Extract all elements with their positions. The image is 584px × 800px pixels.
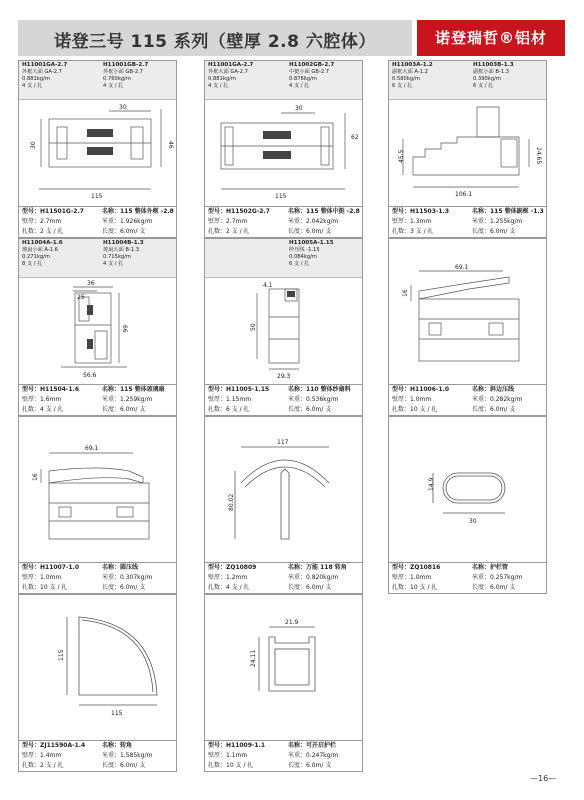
product-card: [204, 238, 363, 416]
sub-code: H11005A-1.15: [289, 240, 334, 246]
sub-bundle: 4 支 / 扎: [289, 83, 310, 89]
meter-weight: 米重：1.255kg/m: [472, 218, 523, 225]
model-number: 型号：H11501G-2.7: [22, 208, 84, 215]
spec-table: [19, 384, 176, 415]
length: 长度：6.0m/ 支: [472, 228, 516, 235]
dim-label: 24.11: [250, 649, 257, 667]
sub-profile-info: [205, 61, 362, 100]
meter-weight: 米重：0.307kg/m: [102, 574, 153, 581]
product-name: 名称：护栏管: [472, 564, 509, 571]
wall-thickness: 壁厚：1.3mm: [392, 218, 432, 225]
wall-thickness: 壁厚：1.1mm: [208, 752, 248, 759]
sub-name: 外框小面 GB-2.7: [103, 69, 144, 75]
product-card: [18, 594, 177, 772]
spec-table: [205, 562, 362, 593]
meter-weight: 米重：0.257kg/m: [472, 574, 523, 581]
sub-bundle: 4 支 / 扎: [208, 83, 229, 89]
spec-table: [205, 206, 362, 237]
meter-weight: 米重：1.259kg/m: [102, 396, 153, 403]
profile-drawing: [205, 99, 362, 207]
profile-drawing: [19, 99, 176, 207]
spec-table: [389, 562, 546, 593]
meter-weight: 米重：0.536kg/m: [288, 396, 339, 403]
dim-label: 80.02: [228, 493, 235, 511]
dim-label: 66: [121, 325, 128, 333]
bundle-count: 扎数：10 支 / 扎: [22, 584, 68, 591]
profile-drawing: [19, 595, 176, 741]
sub-profile-info: [205, 239, 362, 278]
model-number: 型号：ZQ10809: [208, 564, 257, 571]
bundle-count: 扎数：3 支 / 扎: [392, 228, 434, 235]
model-number: 型号：H11007-1.0: [22, 564, 80, 571]
sub-code: H11004A-1.6: [22, 240, 63, 246]
product-name: 名称：115 整体副框 -1.3: [472, 208, 544, 215]
product-card: [18, 60, 177, 238]
product-name: 名称：115 整体外框 -2.8: [102, 208, 174, 215]
product-name: 名称：转角: [102, 742, 133, 749]
sub-weight: 0.390kg/m: [473, 76, 501, 82]
sub-weight: 0.760kg/m: [103, 76, 131, 82]
sub-code: H11003A-1.2: [392, 62, 433, 68]
sub-code: H11001GA-2.7: [22, 62, 68, 68]
profile-drawing: [205, 277, 362, 385]
meter-weight: 米重：1.926kg/m: [102, 218, 153, 225]
model-number: 型号：H11005-1.15: [208, 386, 270, 393]
sub-name: 外框大面 GA-2.7: [208, 69, 248, 75]
dim-label: 16: [402, 289, 409, 297]
product-card: [204, 60, 363, 238]
sub-code: H11001GB-2.7: [103, 62, 149, 68]
bundle-count: 扎数：4 支 / 扎: [22, 406, 64, 413]
model-number: 型号：ZQ10816: [392, 564, 441, 571]
page-title: 诺登三号 115 系列（壁厚 2.8 六腔体）: [54, 32, 376, 52]
meter-weight: 米重：0.820kg/m: [288, 574, 339, 581]
product-card: [18, 238, 177, 416]
meter-weight: 米重：2.042kg/m: [288, 218, 339, 225]
wall-thickness: 壁厚：1.2mm: [208, 574, 248, 581]
wall-thickness: 壁厚：1.4mm: [22, 752, 62, 759]
length: 长度：6.0m/ 支: [102, 584, 146, 591]
product-card: [388, 238, 547, 416]
dim-label: 30: [119, 104, 127, 111]
sub-name: 副框小面 B-1.3: [473, 69, 510, 75]
wall-thickness: 壁厚：2.7mm: [22, 218, 62, 225]
dim-label: 4.1: [263, 282, 273, 289]
product-name: 名称：115 整体中挺 -2.8: [288, 208, 360, 215]
model-number: 型号：H11502G-2.7: [208, 208, 270, 215]
product-card: [204, 594, 363, 772]
dim-label: 21.9: [285, 619, 299, 626]
profile-drawing: [205, 417, 362, 563]
wall-thickness: 壁厚：1.6mm: [22, 396, 62, 403]
bundle-count: 扎数：10 支 / 扎: [208, 762, 254, 769]
spec-table: [19, 206, 176, 237]
spec-table: [19, 562, 176, 593]
sub-profile-info: [19, 239, 176, 278]
sub-code: H11002GB-2.7: [289, 62, 335, 68]
model-number: 型号：H11009-1.1: [208, 742, 266, 749]
product-card: [18, 416, 177, 594]
length: 长度：6.0m/ 支: [472, 406, 516, 413]
model-number: 型号：H11504-1.6: [22, 386, 80, 393]
spec-table: [205, 740, 362, 771]
dim-label: 45.5: [398, 149, 405, 163]
dim-label: 46: [167, 141, 174, 149]
product-name: 名称：可开启护栏: [288, 742, 337, 749]
sub-weight: 0.084kg/m: [289, 254, 317, 260]
product-name: 名称：110 整体纱扇料: [288, 386, 351, 393]
sub-bundle: 4 支 / 扎: [103, 261, 124, 267]
model-number: 型号：H11006-1.0: [392, 386, 450, 393]
length: 长度：6.0m/ 支: [102, 762, 146, 769]
length: 长度：6.0m/ 支: [288, 762, 332, 769]
bundle-count: 扎数：4 支 / 扎: [208, 584, 250, 591]
sub-weight: 0.881kg/m: [208, 76, 236, 82]
sub-code: H11004B-1.3: [103, 240, 144, 246]
length: 长度：6.0m/ 支: [102, 406, 146, 413]
sub-bundle: 6 支 / 扎: [289, 261, 310, 267]
length: 长度：6.0m/ 支: [102, 228, 146, 235]
sub-name: 玻扇大面 B-1.3: [103, 247, 140, 253]
wall-thickness: 壁厚：1.0mm: [22, 574, 62, 581]
sub-bundle: 8 支 / 扎: [22, 261, 43, 267]
meter-weight: 米重：0.247kg/m: [288, 752, 339, 759]
wall-thickness: 壁厚：2.7mm: [208, 218, 248, 225]
page-header: [18, 20, 412, 56]
brand-logo: 诺登瑞哲®铝材: [417, 20, 565, 56]
bundle-count: 扎数：10 支 / 扎: [392, 584, 438, 591]
dim-label: 69.1: [85, 445, 99, 452]
dim-label: 25: [77, 294, 85, 301]
dim-label: 14.9: [428, 477, 435, 491]
dim-label: 29.3: [277, 373, 291, 380]
sub-weight: 0.876kg/m: [289, 76, 317, 82]
model-number: 型号：ZJ11590A-1.4: [22, 742, 86, 749]
dim-label: 24.65: [535, 147, 542, 165]
profile-drawing: [389, 417, 546, 563]
dim-label: 30: [30, 141, 37, 149]
spec-table: [389, 384, 546, 415]
bundle-count: 扎数：6 支 / 扎: [208, 406, 250, 413]
sub-bundle: 4 支 / 扎: [103, 83, 124, 89]
length: 长度：6.0m/ 支: [288, 584, 332, 591]
dim-label: 30: [295, 105, 303, 112]
profile-drawing: [19, 417, 176, 563]
product-name: 名称：斜边压线: [472, 386, 515, 393]
dim-label: 69.1: [455, 264, 469, 271]
dim-label: 30: [469, 518, 477, 525]
product-name: 名称：圆压线: [102, 564, 139, 571]
product-name: 名称：万能 118 转角: [288, 564, 347, 571]
dim-label: 62: [351, 134, 359, 141]
profile-drawing: [389, 99, 546, 207]
sub-weight: 0.580kg/m: [392, 76, 420, 82]
dim-label: 16: [32, 473, 39, 481]
dim-label: 117: [277, 439, 289, 446]
spec-table: [389, 206, 546, 237]
dim-label: 115: [58, 649, 65, 661]
length: 长度：6.0m/ 支: [288, 406, 332, 413]
sub-name: 纱压线 -1.15: [289, 247, 320, 253]
profile-drawing: [389, 239, 546, 385]
sub-weight: 0.881kg/m: [22, 76, 50, 82]
dim-label: 115: [111, 710, 123, 717]
product-card: [204, 416, 363, 594]
wall-thickness: 壁厚：1.0mm: [392, 574, 432, 581]
wall-thickness: 壁厚：1.15mm: [208, 396, 252, 403]
sub-name: 玻扇小面 A-1.6: [22, 247, 58, 253]
wall-thickness: 壁厚：1.0mm: [392, 396, 432, 403]
length: 长度：6.0m/ 支: [288, 228, 332, 235]
dim-label: 106.1: [455, 191, 473, 198]
profile-drawing: [19, 277, 176, 385]
bundle-count: 扎数：2 支 / 扎: [22, 228, 64, 235]
sub-bundle: 6 支 / 扎: [473, 83, 494, 89]
dim-label: 50: [250, 323, 257, 331]
sub-weight: 0.715kg/m: [103, 254, 131, 260]
product-card: [388, 60, 547, 238]
dim-label: 36: [87, 280, 95, 287]
product-name: 名称：115 整体玻璃扇: [102, 386, 165, 393]
sub-profile-info: [19, 61, 176, 100]
meter-weight: 米重：1.585kg/m: [102, 752, 153, 759]
meter-weight: 米重：0.282kg/m: [472, 396, 523, 403]
profile-drawing: [205, 595, 362, 741]
sub-name: 外框大面 GA-2.7: [22, 69, 62, 75]
sub-code: H11001GA-2.7: [208, 62, 254, 68]
spec-table: [19, 740, 176, 771]
sub-profile-info: [389, 61, 546, 100]
bundle-count: 扎数：2 支 / 扎: [22, 762, 64, 769]
sub-code: H11003B-1.3: [473, 62, 514, 68]
spec-table: [205, 384, 362, 415]
sub-bundle: 6 支 / 扎: [392, 83, 413, 89]
sub-bundle: 4 支 / 扎: [22, 83, 43, 89]
sub-weight: 0.271kg/m: [22, 254, 50, 260]
sub-name: 副框大面 A-1.2: [392, 69, 428, 75]
sub-name: 中挺小面 GB-2.7: [289, 69, 330, 75]
model-number: 型号：H11503-1.3: [392, 208, 450, 215]
length: 长度：6.0m/ 支: [472, 584, 516, 591]
bundle-count: 扎数：2 支 / 扎: [208, 228, 250, 235]
page-number: —16—: [530, 774, 557, 783]
dim-label: 115: [275, 193, 287, 200]
dim-label: 115: [91, 193, 103, 200]
bundle-count: 扎数：10 支 / 扎: [392, 406, 438, 413]
product-card: [388, 416, 547, 594]
dim-label: 56.6: [83, 372, 97, 379]
